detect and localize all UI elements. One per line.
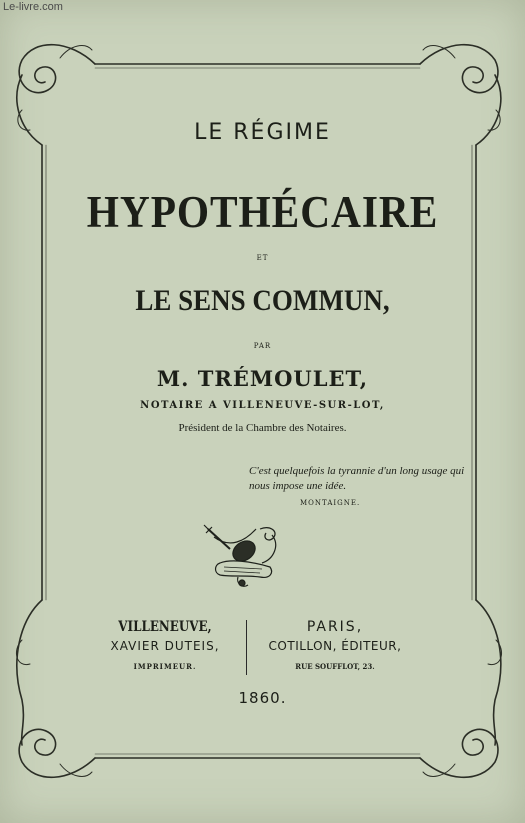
author-role: NOTAIRE A VILLENEUVE-SUR-LOT,: [140, 400, 385, 411]
imprint-left-role: IMPRIMEUR.: [133, 662, 197, 671]
title-line-1: LE RÉGIME: [194, 120, 331, 145]
imprint-right-name: COTILLON, ÉDITEUR,: [268, 639, 402, 653]
title-main: HYPOTHÉCAIRE: [86, 187, 439, 237]
imprint-divider: [246, 620, 247, 675]
imprint-left-name: XAVIER DUTEIS,: [110, 639, 220, 653]
epigraph-text: C'est quelquefois la tyrannie d'un long usage qui nous impose une idée.: [249, 465, 465, 492]
byline-par: PAR: [253, 342, 272, 350]
imprint-right-city: PARIS,: [306, 619, 364, 635]
author-name: M. TRÉMOULET,: [156, 366, 369, 391]
title-conjunction: ET: [256, 254, 269, 262]
imprint-right-address: RUE SOUFFLOT, 23.: [295, 662, 375, 671]
epigraph-author: MONTAIGNE.: [300, 499, 361, 507]
author-title: Président de la Chambre des Notaires.: [178, 422, 347, 434]
publication-year: 1860.: [238, 689, 287, 707]
site-watermark: Le-livre.com: [3, 1, 63, 13]
title-line-3: LE SENS COMMUN,: [135, 284, 390, 317]
quill-and-scroll-emblem-icon: [200, 519, 290, 591]
imprint-left-city: VILLENEUVE,: [118, 619, 212, 635]
